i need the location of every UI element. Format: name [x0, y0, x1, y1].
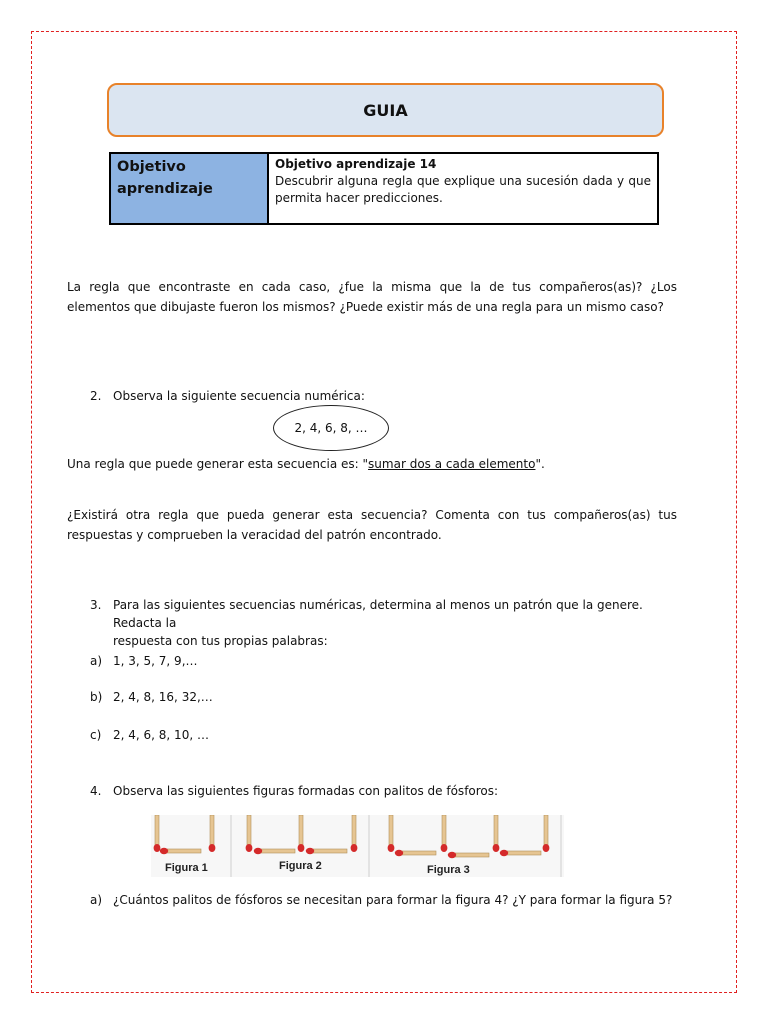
rule-suffix: ". [535, 457, 545, 471]
question-3-line-2: respuesta con tus propias palabras: [113, 634, 328, 648]
guide-title: GUIA [363, 100, 408, 120]
figure-2-drawing [246, 815, 358, 854]
question-3 [90, 596, 690, 648]
rule-statement [67, 454, 677, 474]
q3-item-c-text: 2, 4, 6, 8, 10, … [113, 728, 209, 742]
sequence-ellipse [273, 405, 389, 451]
intro-question: La regla que encontraste en cada caso, ¿fue la misma que la de tus compañeros(as)? ¿Los elementos que dibujaste fueron los mismos? ¿Puede existir más de una regla para un mismo caso? [67, 280, 677, 314]
objective-table [109, 152, 659, 225]
question-4-number: 4. [90, 784, 102, 798]
question-2-text: Observa la siguiente secuencia numérica: [113, 389, 365, 403]
q3-item-c-label: c) [90, 728, 102, 742]
figure-1-drawing [154, 815, 216, 854]
matchstick-figures-image [151, 815, 564, 877]
figure-2-caption: Figura 2 [279, 860, 322, 872]
q3-item-a-label: a) [90, 654, 103, 668]
question-3-line-1: Para las siguientes secuencias numéricas, determina al menos un patrón que la genere. Redacta la [113, 598, 643, 630]
question-4-sub-a-text: ¿Cuántos palitos de fósforos se necesitan para formar la figura 4? ¿Y para formar la figura 5? [113, 893, 673, 907]
rule-prefix: Una regla que puede generar esta secuencia es: " [67, 457, 369, 471]
objective-description: Descubrir alguna regla que explique una sucesión dada y que permita hacer predicciones. [275, 174, 651, 205]
q3-item-b-label: b) [90, 690, 103, 704]
rule-followup: ¿Existirá otra regla que pueda generar esta secuencia? Comenta con tus compañeros(as) tus respuestas y comprueben la veracidad del patrón encontrado. [67, 508, 677, 542]
figure-3-drawing [388, 815, 550, 858]
q3-item-b-text: 2, 4, 8, 16, 32,… [113, 690, 213, 704]
objective-content [269, 154, 657, 223]
sequence-text: 2, 4, 6, 8, … [294, 421, 368, 435]
question-3-number: 3. [90, 598, 102, 612]
figure-1-caption: Figura 1 [165, 862, 208, 874]
guide-title-box [107, 83, 664, 137]
matchstick-figures [151, 815, 564, 877]
objective-title: Objetivo aprendizaje 14 [275, 157, 437, 171]
figure-3-caption: Figura 3 [427, 864, 470, 876]
rule-underlined: sumar dos a cada elemento [368, 457, 536, 471]
question-4-sub-a-label: a) [90, 893, 103, 907]
q3-item-a-text: 1, 3, 5, 7, 9,… [113, 654, 198, 668]
objective-label: Objetivo aprendizaje [111, 154, 269, 223]
question-3-text [113, 596, 693, 650]
question-4-text: Observa las siguientes figuras formadas con palitos de fósforos: [113, 784, 499, 798]
question-2-number: 2. [90, 389, 102, 403]
